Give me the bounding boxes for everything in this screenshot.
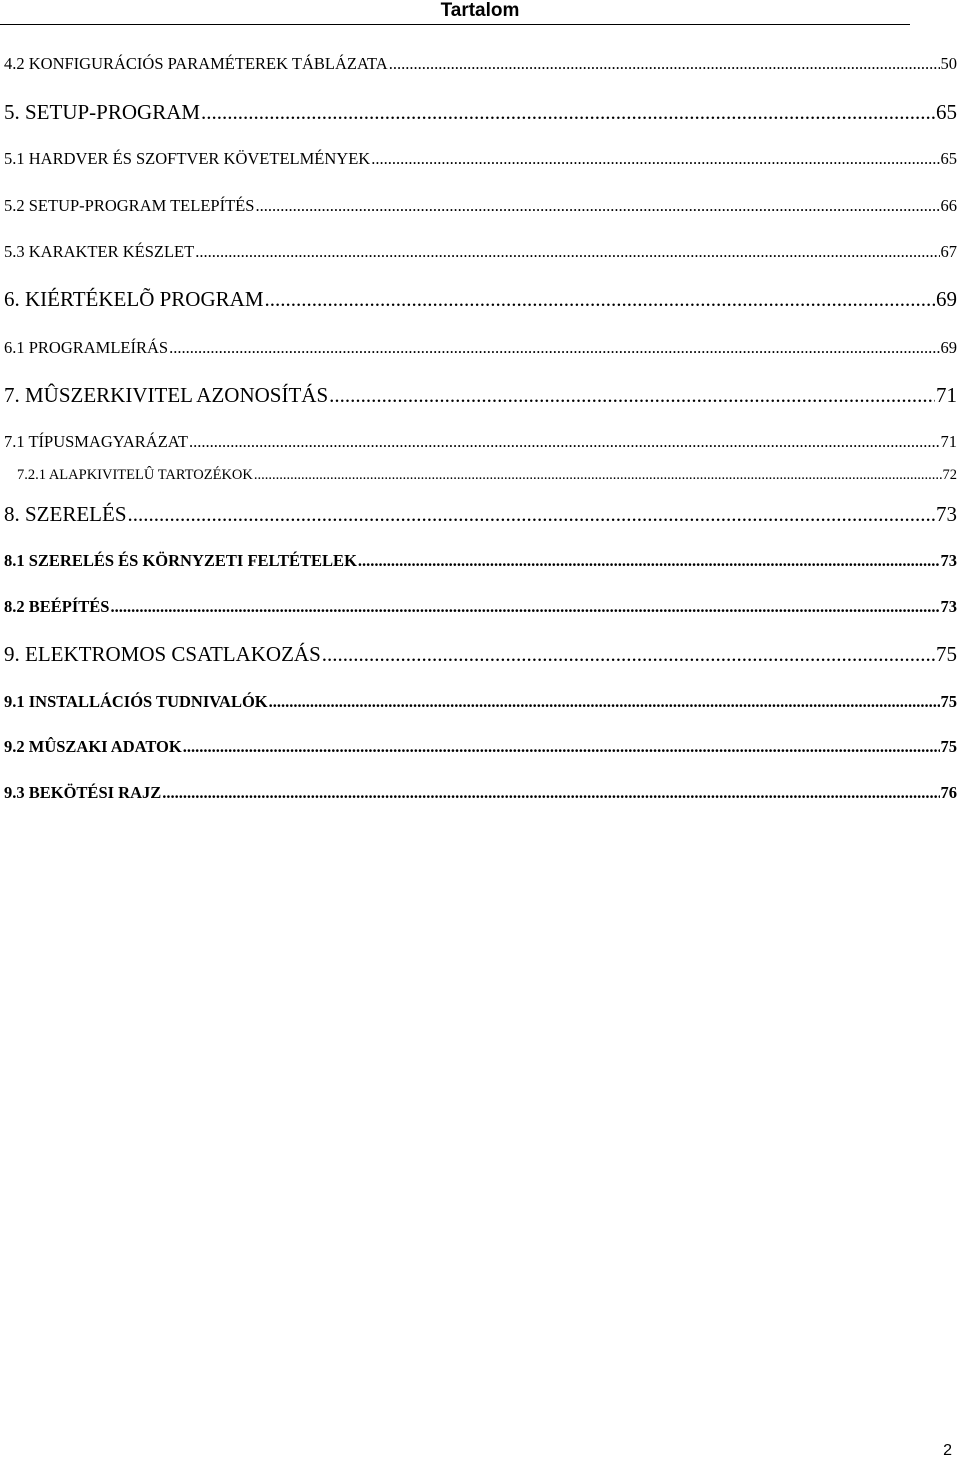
toc-entry-page: 50 xyxy=(940,54,957,73)
toc-entry-7-2-1[interactable] xyxy=(17,467,957,484)
dot-leader xyxy=(371,149,939,169)
dot-leader xyxy=(322,642,935,667)
toc-entry-label: 8. SZERELÉS xyxy=(4,502,127,526)
dot-leader xyxy=(195,242,939,262)
dot-leader xyxy=(162,783,939,803)
toc-entry-6-1[interactable] xyxy=(4,338,957,358)
toc-entry-5-1[interactable] xyxy=(4,149,957,169)
toc-entry-label: 5.1 HARDVER ÉS SZOFTVER KÖVETELMÉNYEK xyxy=(4,149,371,168)
toc-entry-page: 65 xyxy=(940,149,957,168)
dot-leader xyxy=(329,383,935,408)
toc-entry-label: 6. KIÉRTÉKELÕ PROGRAM xyxy=(4,287,264,311)
dot-leader xyxy=(110,597,939,617)
toc-entry-label: 5.3 KARAKTER KÉSZLET xyxy=(4,242,195,261)
toc-entry-9[interactable] xyxy=(4,642,957,667)
toc-entry-4-2[interactable] xyxy=(4,54,957,74)
dot-leader xyxy=(255,196,939,216)
toc-entry-label: 7. MÛSZERKIVITEL AZONOSÍTÁS xyxy=(4,383,329,407)
toc-entry-page: 71 xyxy=(936,383,957,407)
toc-entry-label: 4.2 KONFIGURÁCIÓS PARAMÉTEREK TÁBLÁZATA xyxy=(4,54,388,73)
header-divider xyxy=(0,24,910,25)
toc-entry-label: 8.1 SZERELÉS ÉS KÖRNYZETI FELTÉTELEK xyxy=(4,551,357,570)
dot-leader xyxy=(389,54,940,74)
toc-entry-5-3[interactable] xyxy=(4,242,957,262)
toc-entry-8[interactable] xyxy=(4,502,957,527)
toc-entry-label: 5.2 SETUP-PROGRAM TELEPÍTÉS xyxy=(4,196,255,215)
toc-entry-9-2[interactable] xyxy=(4,737,957,757)
page-header-title: Tartalom xyxy=(440,0,520,21)
toc-entry-page: 75 xyxy=(940,737,957,756)
dot-leader xyxy=(358,551,940,571)
toc-entry-page: 69 xyxy=(936,287,957,311)
toc-entry-5[interactable] xyxy=(4,100,957,125)
dot-leader xyxy=(201,100,935,125)
toc-entry-label: 5. SETUP-PROGRAM xyxy=(4,100,201,124)
dot-leader xyxy=(254,467,942,484)
toc-entry-5-2[interactable] xyxy=(4,196,957,216)
toc-entry-page: 73 xyxy=(936,502,957,526)
dot-leader xyxy=(189,432,940,452)
dot-leader xyxy=(265,287,936,312)
toc-entry-9-1[interactable] xyxy=(4,692,957,712)
dot-leader xyxy=(269,692,940,712)
toc-entry-9-3[interactable] xyxy=(4,783,957,803)
toc-entry-6[interactable] xyxy=(4,287,957,312)
toc-entry-page: 71 xyxy=(940,432,957,451)
toc-entry-7[interactable] xyxy=(4,383,957,408)
toc-entry-label: 7.2.1 ALAPKIVITELÛ TARTOZÉKOK xyxy=(17,467,253,483)
toc-entry-label: 9.3 BEKÖTÉSI RAJZ xyxy=(4,783,162,802)
toc-entry-label: 6.1 PROGRAMLEÍRÁS xyxy=(4,338,169,357)
toc-entry-label: 9.2 MÛSZAKI ADATOK xyxy=(4,737,182,756)
toc-entry-page: 69 xyxy=(940,338,957,357)
toc-entry-label: 9.1 INSTALLÁCIÓS TUDNIVALÓK xyxy=(4,692,268,711)
toc-entry-label: 9. ELEKTROMOS CSATLAKOZÁS xyxy=(4,642,321,666)
toc-entry-page: 73 xyxy=(940,597,957,616)
toc-entry-label: 8.2 BEÉPÍTÉS xyxy=(4,597,110,616)
toc-entry-page: 65 xyxy=(936,100,957,124)
toc-entry-7-1[interactable] xyxy=(4,432,957,452)
toc-entry-page: 75 xyxy=(940,692,957,711)
toc-entry-page: 72 xyxy=(942,467,957,483)
dot-leader xyxy=(128,502,935,527)
toc-entry-page: 76 xyxy=(940,783,957,802)
toc-entry-page: 67 xyxy=(940,242,957,261)
dot-leader xyxy=(169,338,939,358)
page-number: 2 xyxy=(943,1442,952,1459)
toc-entry-page: 75 xyxy=(936,642,957,666)
dot-leader xyxy=(183,737,940,757)
toc-entry-page: 73 xyxy=(940,551,957,570)
toc-entry-page: 66 xyxy=(940,196,957,215)
toc-entry-8-1[interactable] xyxy=(4,551,957,571)
toc-entry-label: 7.1 TÍPUSMAGYARÁZAT xyxy=(4,432,188,451)
toc-entry-8-2[interactable] xyxy=(4,597,957,617)
